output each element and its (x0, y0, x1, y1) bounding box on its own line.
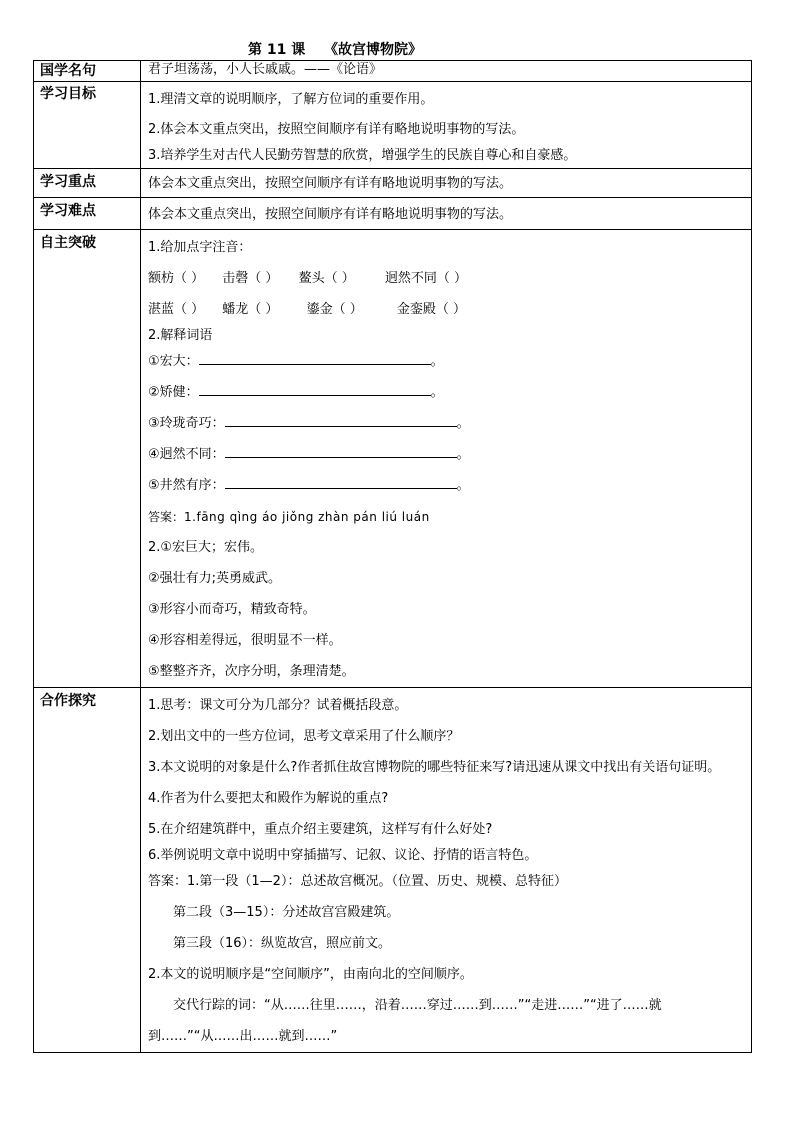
term-label: ④迥然不同： (148, 447, 225, 462)
term-line (148, 476, 751, 496)
row-zhongdian (34, 169, 752, 198)
label-mubiao: 学习目标 (34, 82, 141, 169)
nandian-text: 体会本文重点突出，按照空间顺序有详有略地说明事物的写法。 (148, 207, 513, 222)
term-period: 。 (456, 416, 470, 431)
answer-line: 第三段（16）：纵览故宫，照应前文。 (173, 936, 392, 951)
answer-line: 交代行踪的词：“从……往里……，沿着……穿过……到……”“走进……”“进了……就 (173, 998, 662, 1013)
answer-pinyin: 1.fāng qìng áo jiǒng zhàn pán liú luán (184, 510, 430, 524)
term-line (148, 445, 751, 465)
term-label: ③玲珑奇巧： (148, 416, 225, 431)
label-hezuo: 合作探究 (34, 688, 141, 1053)
row-nandian (34, 198, 752, 230)
lesson-number: 第 11 课 (248, 42, 306, 58)
goal-item: 1.理清文章的说明顺序，了解方位词的重要作用。 (148, 92, 434, 107)
word-item: 蟠龙（ ） (222, 302, 279, 317)
answer-line: 到……”“从……出……就到……” (148, 1029, 338, 1044)
answer-line: 2.本文的说明顺序是“空间顺序”，由南向北的空间顺序。 (148, 967, 473, 982)
answer-pinyin-line (148, 507, 751, 527)
answer-line: 第二段（3—15）：分述故宫宫殿建筑。 (173, 905, 400, 920)
word-item: 鳌头（ ） (298, 271, 355, 286)
answer-line: ②强壮有力;英勇威武。 (148, 571, 282, 586)
word-item: 鎏金（ ） (306, 302, 363, 317)
pinyin-words-row-1 (148, 269, 751, 289)
answer-blank[interactable] (225, 414, 457, 427)
label-guoxue: 国学名句 (34, 61, 141, 82)
term-period: 。 (456, 478, 470, 493)
term-period: 。 (456, 447, 470, 462)
question-item: 5.在介绍建筑群中，重点介绍主要建筑，这样写有什么好处? (148, 822, 493, 837)
term-period: 。 (430, 354, 444, 369)
question-item: 4.作者为什么要把太和殿作为解说的重点? (148, 791, 389, 806)
row-guoxue (34, 61, 752, 82)
study-plan-table (33, 60, 752, 1053)
question-1: 1.给加点字注音： (148, 240, 252, 255)
question-item: 6.举例说明文章中说明中穿插描写、记叙、议论、抒情的语言特色。 (148, 848, 538, 863)
word-item: 击磬（ ） (222, 271, 279, 286)
label-zhongdian: 学习重点 (34, 169, 141, 198)
answer-blank[interactable] (225, 476, 457, 489)
answer-line: 答案：1.第一段（1—2）：总述故宫概况。（位置、历史、规模、总特征） (148, 874, 567, 889)
answer-line: ⑤整整齐齐，次序分明，条理清楚。 (148, 664, 355, 679)
term-line (148, 352, 751, 372)
word-item: 迥然不同（ ） (384, 271, 467, 286)
term-label: ②矫健： (148, 385, 199, 400)
lesson-name: 《故宫博物院》 (324, 42, 422, 58)
row-zizhu (34, 230, 752, 688)
word-item: 湛蓝（ ） (148, 302, 205, 317)
answer-blank[interactable] (199, 383, 431, 396)
zhongdian-text: 体会本文重点突出，按照空间顺序有详有略地说明事物的写法。 (148, 176, 513, 191)
word-item: 金銮殿（ ） (396, 302, 466, 317)
answer-line: 2.①宏巨大；宏伟。 (148, 540, 264, 555)
answer-label: 答案： (148, 510, 185, 524)
term-line (148, 414, 751, 434)
term-line (148, 383, 751, 403)
term-label: ⑤井然有序： (148, 478, 225, 493)
lesson-title (0, 40, 794, 60)
term-label: ①宏大： (148, 354, 199, 369)
row-hezuo (34, 688, 752, 1053)
answer-blank[interactable] (225, 445, 457, 458)
answer-line: ③形容小而奇巧，精致奇特。 (148, 602, 316, 617)
guoxue-quote: 君子坦荡荡，小人长戚戚。——《论语》 (148, 62, 383, 77)
question-item: 2.划出文中的一些方位词，思考文章采用了什么顺序？ (148, 729, 460, 744)
answer-blank[interactable] (199, 352, 431, 365)
term-period: 。 (430, 385, 444, 400)
question-item: 1.思考：课文可分为几部分？试着概括段意。 (148, 698, 408, 713)
row-mubiao (34, 82, 752, 169)
label-nandian: 学习难点 (34, 198, 141, 230)
question-2: 2.解释词语 (148, 328, 213, 343)
goal-item: 2.体会本文重点突出，按照空间顺序有详有略地说明事物的写法。 (148, 122, 525, 137)
pinyin-words-row-2 (148, 300, 751, 320)
goal-item: 3.培养学生对古代人民勤劳智慧的欣赏，增强学生的民族自尊心和自豪感。 (148, 148, 577, 163)
question-item: 3.本文说明的对象是什么?作者抓住故宫博物院的哪些特征来写?请迅速从课文中找出有关语句证明。 (148, 760, 721, 775)
word-item: 额枋（ ） (148, 271, 205, 286)
answer-line: ④形容相差得远，很明显不一样。 (148, 633, 342, 648)
label-zizhu: 自主突破 (34, 230, 141, 688)
